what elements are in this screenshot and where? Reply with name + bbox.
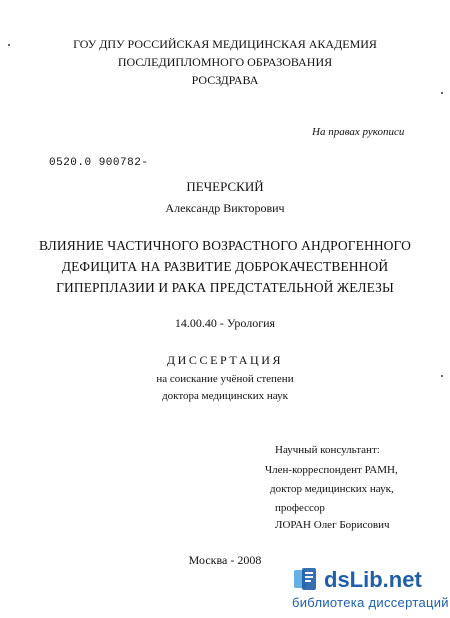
institution-line-3: РОСЗДРАВА xyxy=(191,73,259,87)
dslib-logo-icon xyxy=(292,566,322,594)
author-surname: ПЕЧЕРСКИЙ xyxy=(186,179,264,194)
author-name: Александр Викторович xyxy=(165,201,285,215)
scan-speck xyxy=(441,92,443,94)
consultant-line-4: ЛОРАН Олег Борисович xyxy=(275,519,390,531)
specialty: 14.00.40 - Урология xyxy=(174,316,276,330)
rights-note: На правах рукописи xyxy=(312,126,405,138)
dissertation-title-line-3: ГИПЕРПЛАЗИИ И РАКА ПРЕДСТАТЕЛЬНОЙ ЖЕЛЕЗЫ xyxy=(56,280,394,295)
place-year: Москва - 2008 xyxy=(188,553,262,567)
degree-line-1: на соискание учёной степени xyxy=(156,373,294,385)
watermark-logo: dsLib.net xyxy=(324,567,422,592)
degree-line-2: доктора медицинских наук xyxy=(162,390,288,402)
dissertation-title-line-1: ВЛИЯНИЕ ЧАСТИЧНОГО ВОЗРАСТНОГО АНДРОГЕННОГО xyxy=(39,238,411,253)
institution-line-1: ГОУ ДПУ РОССИЙСКАЯ МЕДИЦИНСКАЯ АКАДЕМИЯ xyxy=(73,37,377,51)
dissertation-title-line-2: ДЕФИЦИТА НА РАЗВИТИЕ ДОБРОКАЧЕСТВЕННОЙ xyxy=(61,259,389,274)
institution-line-2: ПОСЛЕДИПЛОМНОГО ОБРАЗОВАНИЯ xyxy=(117,55,333,69)
watermark-subtitle: библиотека диссертаций xyxy=(292,595,449,610)
work-type: ДИССЕРТАЦИЯ xyxy=(166,353,284,367)
consultant-heading: Научный консультант: xyxy=(275,444,380,456)
consultant-line-2: доктор медицинских наук, xyxy=(270,483,394,495)
consultant-line-1: Член-корреспондент РАМН, xyxy=(265,464,398,476)
archive-code: 0520.0 900782- xyxy=(49,157,149,169)
consultant-line-3: профессор xyxy=(275,502,325,514)
